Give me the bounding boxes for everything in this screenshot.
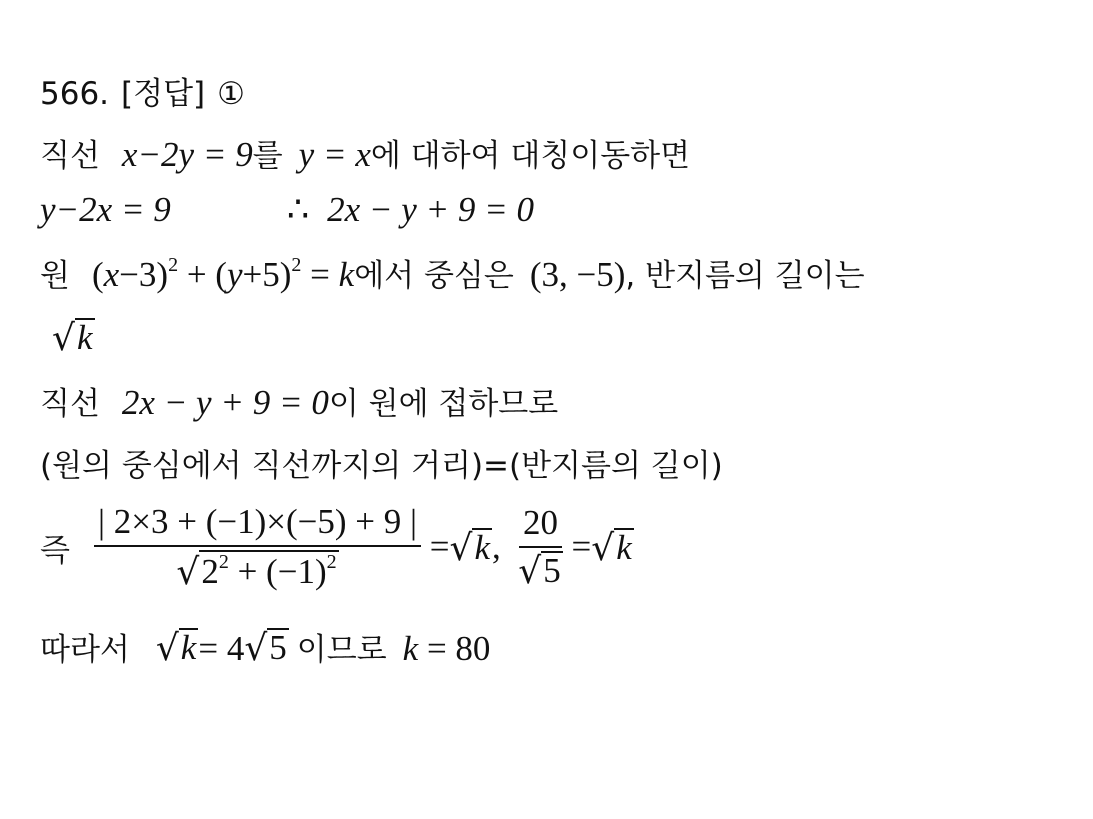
line-reflection <box>40 130 690 175</box>
circle-equation: $(x-3)^2 + (y+5)^2 = k$ <box>91 254 355 294</box>
line-reflected-equation <box>40 190 534 230</box>
line-distance-formula <box>40 502 634 593</box>
line1-text: 에 대하여 대칭이동하면 <box>370 138 691 174</box>
circle-center: (3, −5) <box>529 255 626 294</box>
therefore-symbol: ∴ <box>286 190 310 229</box>
equals-sign: = <box>421 527 450 567</box>
distance-condition: (원의 중심에서 직선까지의 거리)=(반지름의 길이) <box>40 448 723 484</box>
line8-label: 따라서 <box>40 632 130 668</box>
line3-text-end: , 반지름의 길이는 <box>625 258 865 294</box>
radius-sqrt: √ k <box>52 317 93 359</box>
line5-text: 이 원에 접하므로 <box>328 386 559 422</box>
equals-sign-2: = <box>562 527 592 567</box>
line3-text: 에서 중심은 <box>354 258 514 294</box>
line-radius <box>52 318 95 357</box>
line8-text: 이므로 <box>296 632 387 668</box>
line-distance-condition <box>40 440 723 485</box>
sqrt-k-3: √ k <box>155 628 197 669</box>
line1-label: 직선 <box>40 138 100 174</box>
line-tangent <box>40 378 558 423</box>
distance-fraction: | 2×3 + (−1)×(−5) + 9 | √ $2^2 + (-1)^2$ <box>94 502 421 593</box>
line-circle <box>40 250 865 295</box>
conclusion-equation: = 4 <box>198 629 245 668</box>
comma: , <box>492 527 519 567</box>
line3-label: 원 <box>40 258 70 294</box>
sqrt-k-2: √ k <box>591 527 632 569</box>
sqrt-k-1: √ k <box>449 527 491 569</box>
answer-label: [정답] <box>121 76 206 112</box>
final-answer: k = 80 <box>402 629 491 668</box>
problem-number: 566. <box>40 76 110 112</box>
line1-particle: 를 <box>252 138 283 174</box>
standard-form-equation: 2x − y + 9 = 0 <box>327 190 535 229</box>
tangent-equation: 2x − y + 9 = 0 <box>121 383 329 422</box>
line7-label: 즉 <box>40 532 70 569</box>
sqrt-5: √ 5 <box>244 628 287 669</box>
line1-equation: x−2y = 9 <box>121 135 253 174</box>
answer-symbol: ① <box>217 76 245 112</box>
reflected-equation: y−2x = 9 <box>40 190 171 229</box>
line5-label: 직선 <box>40 386 100 422</box>
problem-header <box>40 68 245 113</box>
line-conclusion <box>40 624 490 669</box>
simplified-fraction: 20 √ 5 <box>518 503 561 592</box>
line1-axis-equation: y = x <box>298 135 371 174</box>
